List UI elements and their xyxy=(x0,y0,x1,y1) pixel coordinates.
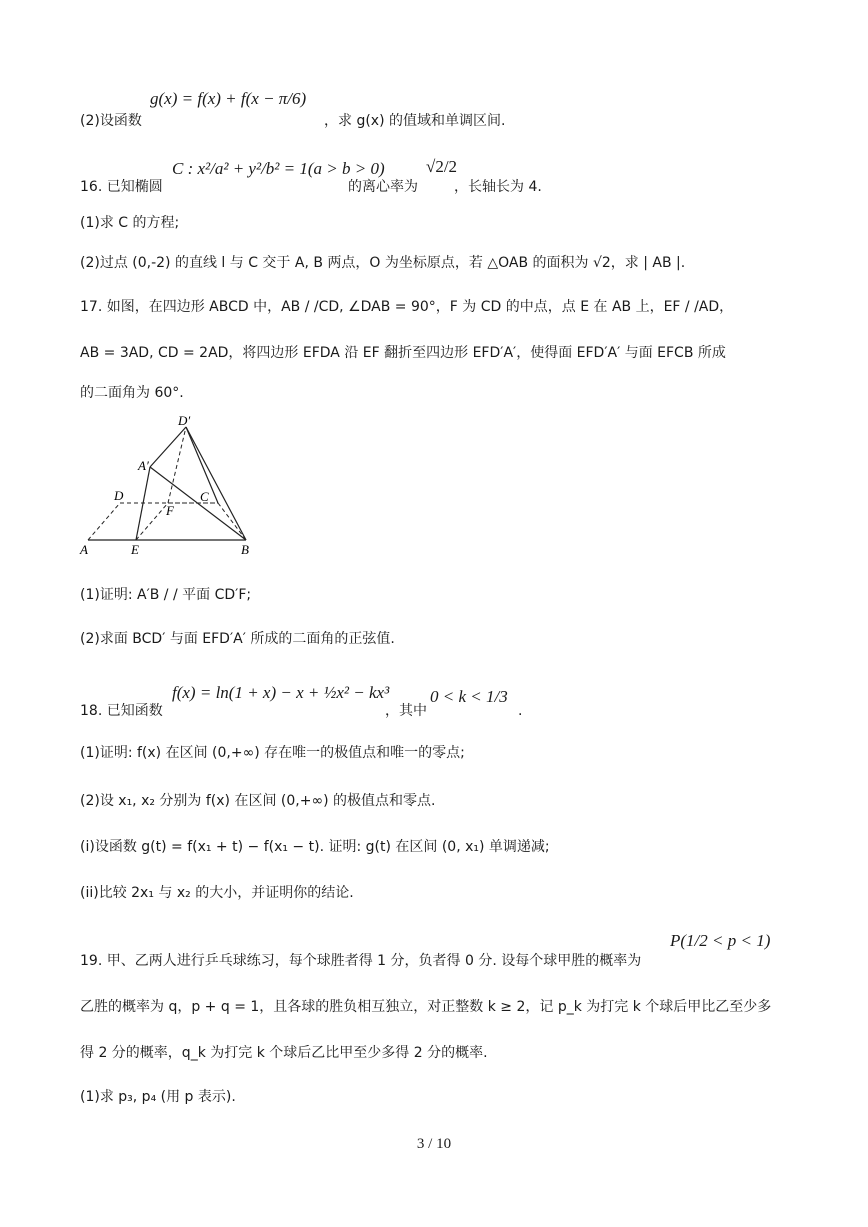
q19-line2: 乙胜的概率为 q，p + q = 1，且各球的胜负相互独立，对正整数 k ≥ 2，记 p_k 为打完 k 个球后甲比乙至少多 xyxy=(80,999,772,1015)
q18-stem xyxy=(80,672,798,722)
q19-line3: 得 2 分的概率，q_k 为打完 k 个球后乙比甲至少多得 2 分的概率. xyxy=(80,1045,488,1061)
label-Aprime: A′ xyxy=(138,458,149,473)
q18-mid: ，其中 xyxy=(385,703,427,719)
q19-line1-wrap xyxy=(80,926,798,976)
q17-geometry-figure xyxy=(78,415,278,565)
edge-DprimeB xyxy=(186,427,246,540)
q18-part2-i: (i)设函数 g(t) = f(x₁ + t) − f(x₁ − t). 证明: g(t) 在区间 (0, x₁) 单调递减; xyxy=(80,839,550,855)
edge-EF xyxy=(136,503,168,540)
q16-eccentricity: √2/2 xyxy=(426,157,458,176)
q17-line2: AB = 3AD, CD = 2AD，将四边形 EFDA 沿 EF 翻折至四边形 EFD′A′，使得面 EFD′A′ 与面 EFCB 所成 xyxy=(80,345,726,361)
q15-part2 xyxy=(80,84,798,144)
q19-part1: (1)求 p₃, p₄ (用 p 表示). xyxy=(80,1089,236,1105)
edge-EAprime xyxy=(136,467,150,540)
label-E: E xyxy=(131,542,139,557)
q17-line1: 17. 如图，在四边形 ABCD 中，AB / /CD, ∠DAB = 90°，F 为 CD 的中点，点 E 在 AB 上，EF / /AD， xyxy=(80,299,734,315)
q16-mid: 的离心率为 xyxy=(348,179,418,195)
q18-condition: 0 < k < 1/3 xyxy=(430,687,508,706)
edge-AprimeDprime xyxy=(150,427,186,467)
label-C: C xyxy=(200,489,209,504)
label-F: F xyxy=(166,503,174,518)
q16-ellipse-formula: C : x²/a² + y²/b² = 1(a > b > 0) xyxy=(172,159,385,178)
page-number: 3 / 10 xyxy=(416,1136,452,1152)
q17-part2: (2)求面 BCD′ 与面 EFD′A′ 所成的二面角的正弦值. xyxy=(80,631,395,647)
q19-line1: 19. 甲、乙两人进行乒乓球练习，每个球胜者得 1 分，负者得 0 分. 设每个球甲胜的概率为 xyxy=(80,953,642,969)
q16-part1: (1)求 C 的方程; xyxy=(80,215,180,231)
q16-head: 16. 已知椭圆 xyxy=(80,179,163,195)
q15-part2-formula: g(x) = f(x) + f(x − π/6) xyxy=(150,89,307,108)
q15-part2-label: (2)设函数 xyxy=(80,113,142,129)
q17-line3: 的二面角为 60°. xyxy=(80,385,184,401)
q18-end: . xyxy=(518,703,523,719)
q17-part1: (1)证明: A′B / / 平面 CD′F; xyxy=(80,587,252,603)
edge-AD xyxy=(88,503,120,540)
q18-part2-ii: (ii)比较 2x₁ 与 x₂ 的大小，并证明你的结论. xyxy=(80,885,354,901)
label-D: D xyxy=(114,488,124,503)
q16-part2: (2)过点 (0,-2) 的直线 l 与 C 交于 A, B 两点，O 为坐标原点，若 △OAB 的面积为 √2，求 | AB |. xyxy=(80,255,686,271)
q18-function-formula: f(x) = ln(1 + x) − x + ½x² − kx³ xyxy=(172,683,390,702)
label-B: B xyxy=(241,542,249,557)
q15-part2-tail: ，求 g(x) 的值域和单调区间. xyxy=(324,113,506,129)
q16-stem xyxy=(80,148,798,198)
q18-part2: (2)设 x₁, x₂ 分别为 f(x) 在区间 (0,+∞) 的极值点和零点. xyxy=(80,793,436,809)
q19-condition: P(1/2 < p < 1) xyxy=(670,931,771,950)
q18-head: 18. 已知函数 xyxy=(80,703,163,719)
label-A: A xyxy=(80,542,88,557)
q18-part1: (1)证明: f(x) 在区间 (0,+∞) 存在唯一的极值点和唯一的零点; xyxy=(80,745,465,761)
q16-tail: ，长轴长为 4. xyxy=(454,179,542,195)
label-Dprime: D′ xyxy=(178,415,191,428)
